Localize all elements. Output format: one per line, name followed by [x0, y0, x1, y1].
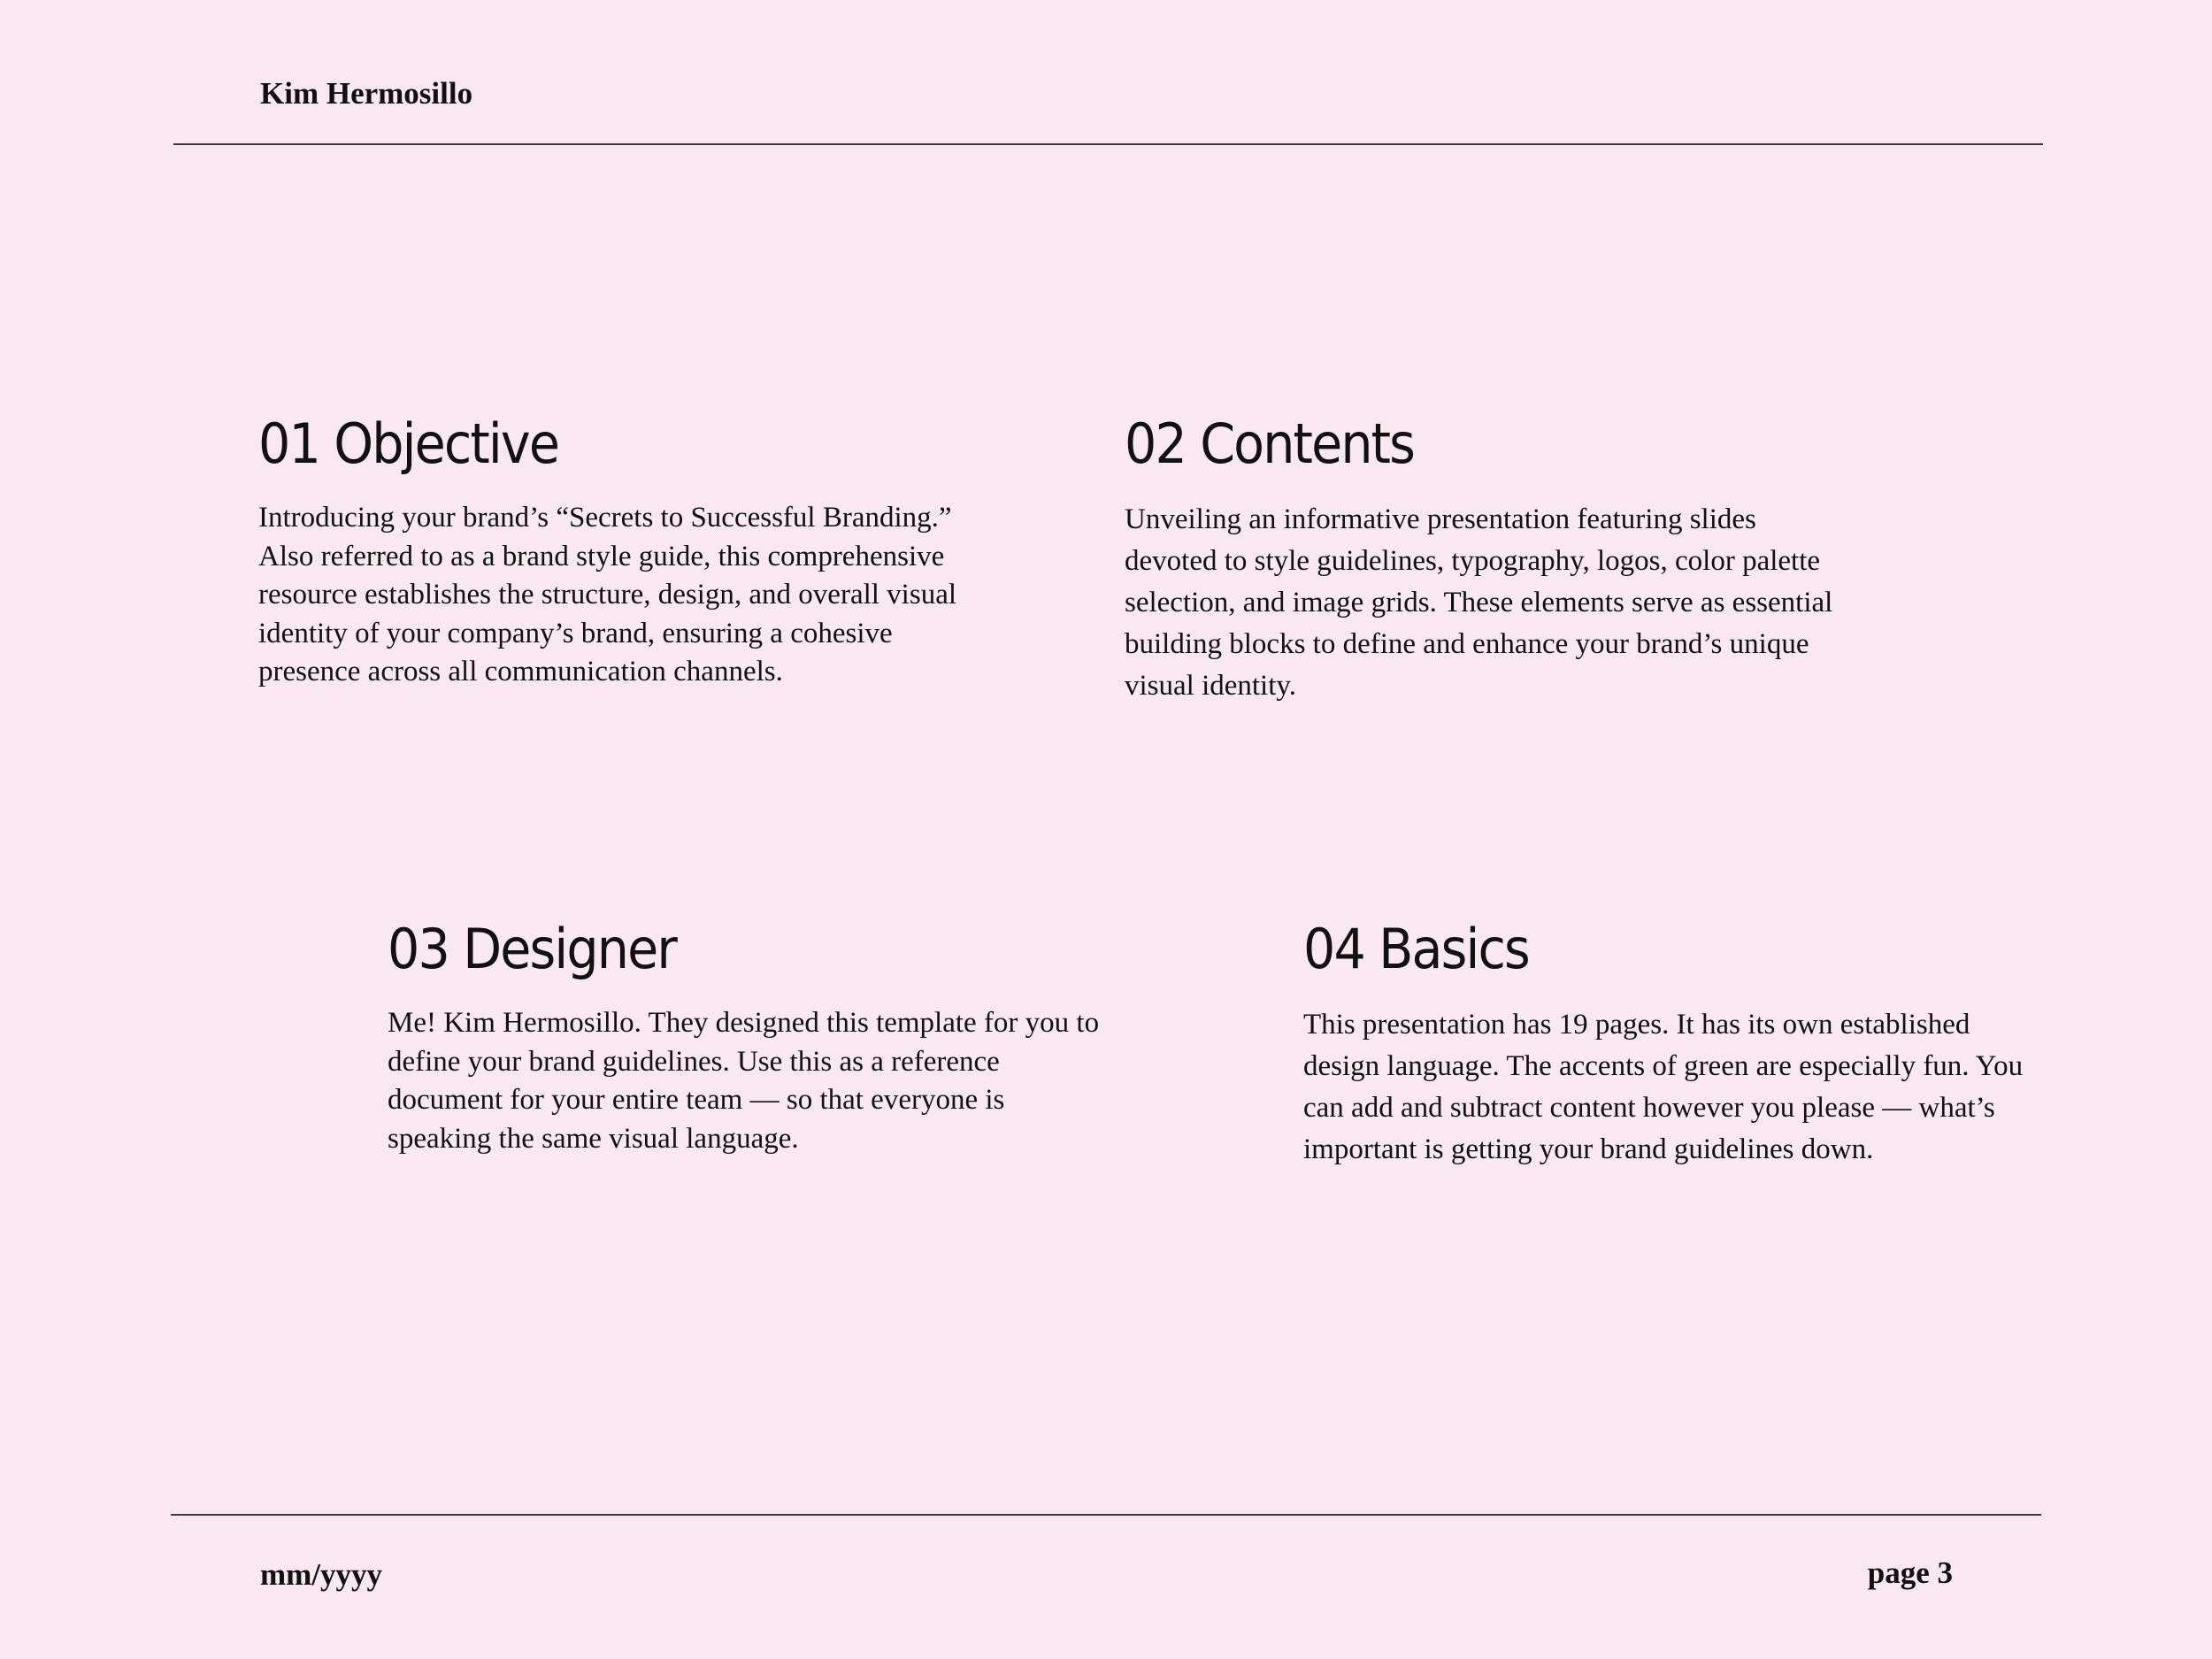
- section-title: 03 Designer: [388, 917, 676, 981]
- section-body: Me! Kim Hermosillo. They designed this template for you to define your brand guidelines. Use this as a reference document for your entire team — so that everyone is speaking the same visual language.: [388, 1007, 1100, 1155]
- section-basics: [1303, 914, 2029, 1171]
- section-title: 04 Basics: [1303, 917, 1529, 981]
- section-designer: [388, 914, 1113, 1158]
- bottom-divider: [171, 1514, 2041, 1516]
- section-body: This presentation has 19 pages. It has its own established design language. The accents of green are especially fun. You can add and subtract content however you please — what’s important is getting your brand guidelines down.: [1303, 1009, 2024, 1165]
- section-title: 01 Objective: [258, 411, 559, 476]
- section-body: Introducing your brand’s “Secrets to Successful Branding.” Also referred to as a brand style guide, this comprehensive resource establishes the structure, design, and overall visual identity of your company’s brand, ensuring a cohesive presence across all communication channels.: [258, 502, 957, 687]
- section-contents: [1125, 409, 1850, 707]
- section-body: Unveiling an informative presentation featuring slides devoted to style guidelines, typography, logos, color palette selection, and image grids. These elements serve as essential building blocks to define and enhance your brand’s unique visual identity.: [1125, 503, 1833, 702]
- author-name: Kim Hermosillo: [260, 76, 473, 111]
- top-divider: [173, 143, 2043, 145]
- footer-date: mm/yyyy: [260, 1557, 383, 1592]
- section-title: 02 Contents: [1125, 411, 1415, 476]
- page-number: page 3: [1867, 1555, 1953, 1590]
- section-objective: [258, 409, 966, 692]
